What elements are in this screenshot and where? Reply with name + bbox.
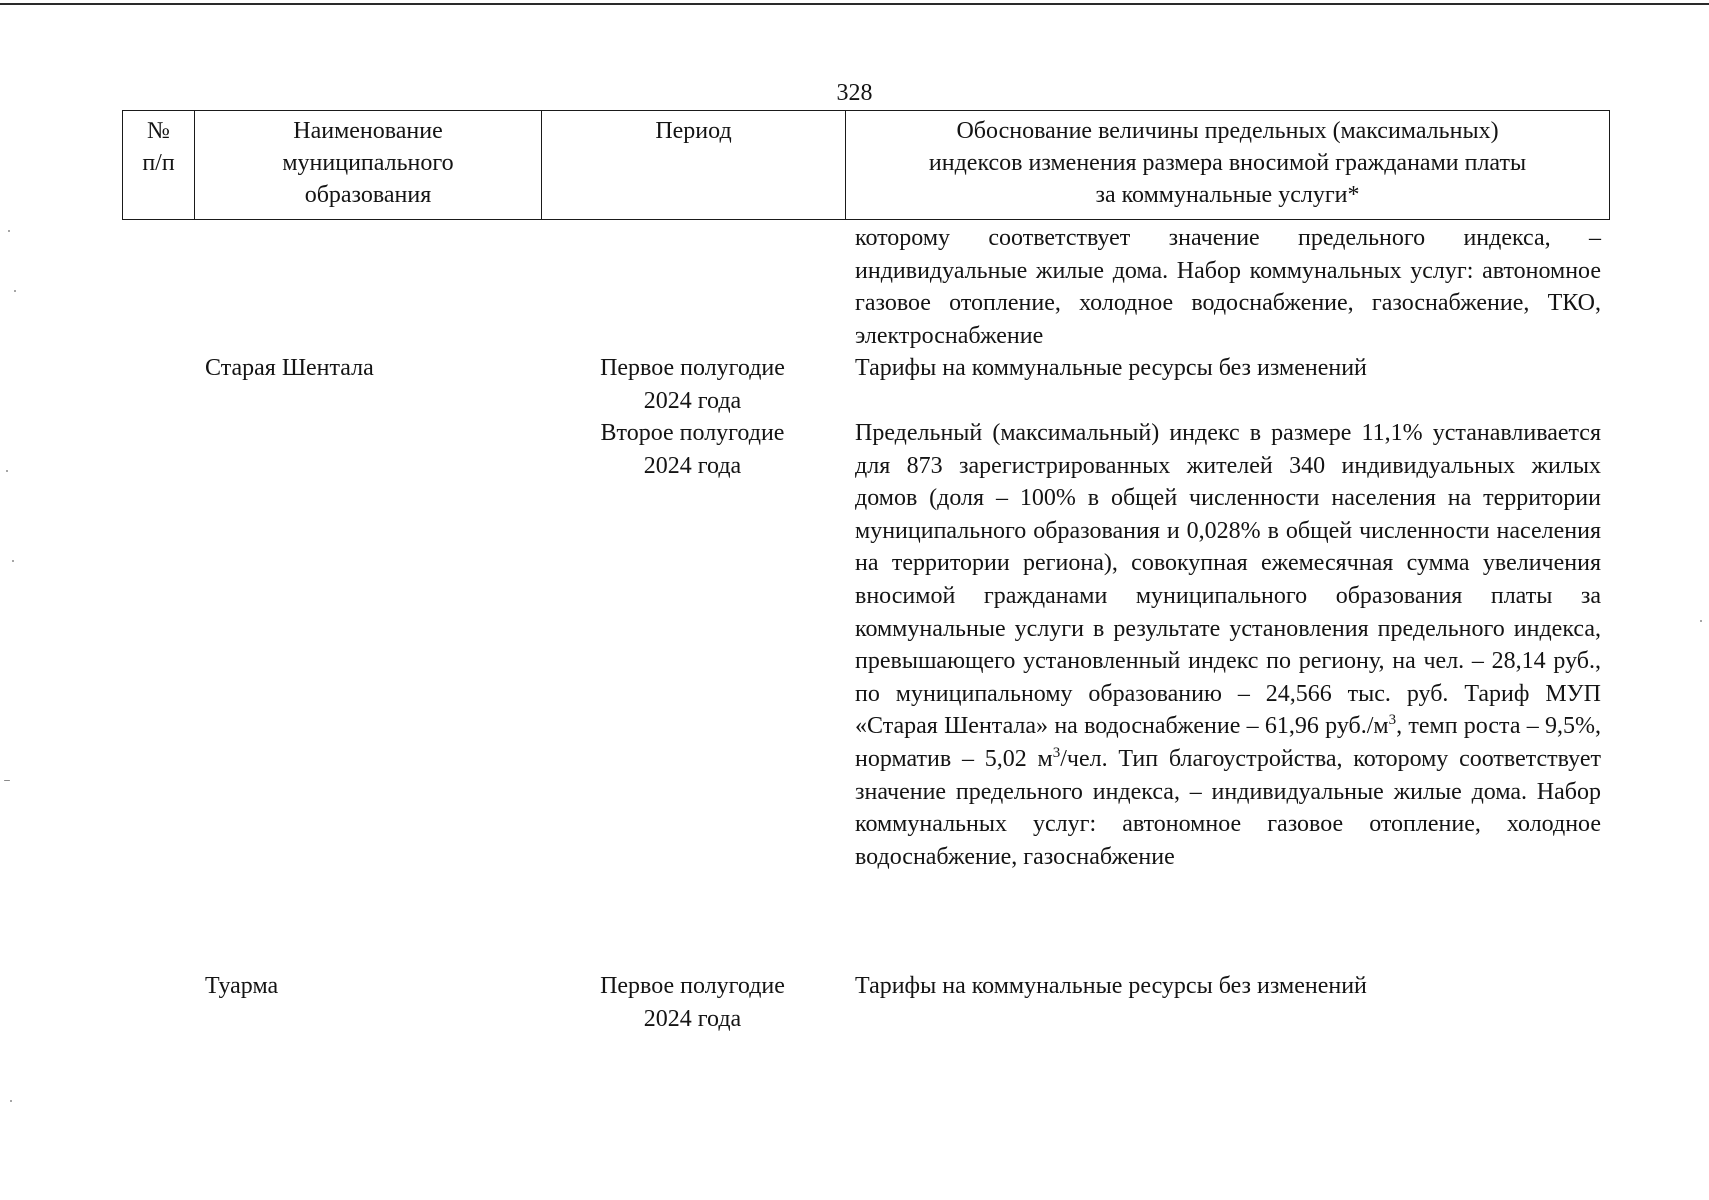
justification-text-part-1: Предельный (максимальный) индекс в размере 11,1% устанавливается для 873 зарегистрированных жителей 340 индивидуальных жилых домов (доля – 100% в общей численности населения на территории муниципального образования и 0,028% в общей численности населения на территории региона), совокупная ежемесячная сумма увеличения вносимой гражданами муниципального образования платы за коммунальные услуги в результате установления предельного индекса, превышающего установленный индекс по региону, на чел. – 28,14 руб., по муниципальному образованию – 24,566 тыс. руб. Тариф МУП «Старая Шентала» на водоснабжение – 61,96 руб./м xyxy=(855,420,1601,740)
header-municipality-line-1: Наименование xyxy=(293,118,443,144)
period-line-1: Первое полугодие xyxy=(600,973,785,999)
table-header xyxy=(122,110,1610,220)
header-justification-cell xyxy=(846,111,1609,219)
period-line-2: 2024 года xyxy=(643,1005,742,1032)
period-line-2: 2024 года xyxy=(643,387,742,414)
municipality-name-tuarma: Туарма xyxy=(205,973,279,999)
scan-speck xyxy=(8,230,10,232)
justification-text-part-3: /чел. Тип благоустройства, которому соответствует значение предельного индекса, – индивидуальные жилые дома. Набор коммунальных услуг: автономное газовое отопление, холодное водоснабжение, газоснабжение xyxy=(855,745,1602,870)
header-municipality-line-3: образования xyxy=(304,182,432,208)
header-number-cell xyxy=(123,111,195,219)
justification-first-half-staraya-shentala: Тарифы на коммунальные ресурсы без изменений xyxy=(855,355,1367,381)
scan-speck xyxy=(4,780,10,781)
period-first-half-staraya-shentala xyxy=(560,352,825,417)
superscript-cubic-1: 3 xyxy=(1388,712,1397,729)
superscript-cubic-2: 3 xyxy=(1052,744,1061,761)
header-justification-line-2: индексов изменения размера вносимой гражданами платы xyxy=(928,150,1527,176)
justification-text-part-2: , темп роста – 9,5%, норматив – 5,02 м xyxy=(855,713,1602,772)
period-line-1: Второе полугодие xyxy=(600,420,785,446)
scan-speck xyxy=(12,560,14,562)
header-period-line-1: Период xyxy=(655,118,732,144)
page-number: 328 xyxy=(836,80,873,106)
justification-second-half-staraya-shentala xyxy=(855,417,1601,873)
scan-speck xyxy=(6,470,8,472)
period-first-half-tuarma xyxy=(560,970,825,1035)
municipality-name-staraya-shentala: Старая Шентала xyxy=(205,355,374,381)
header-justification-line-3: за коммунальные услуги* xyxy=(1095,182,1360,208)
scan-speck xyxy=(14,290,16,292)
scan-speck xyxy=(10,1100,12,1102)
header-municipality-line-2: муниципального xyxy=(282,150,454,176)
period-line-1: Первое полугодие xyxy=(600,355,785,381)
header-period-cell xyxy=(542,111,846,219)
period-line-2: 2024 года xyxy=(643,452,742,479)
scan-speck xyxy=(1700,620,1702,622)
header-number-line-2: п/п xyxy=(142,150,175,176)
header-justification-line-1: Обоснование величины предельных (максимальных) xyxy=(956,118,1499,144)
header-municipality-cell xyxy=(195,111,542,219)
header-number-line-1: № xyxy=(147,118,170,144)
period-second-half-staraya-shentala xyxy=(560,417,825,482)
justification-first-half-tuarma: Тарифы на коммунальные ресурсы без изменений xyxy=(855,973,1367,999)
continuation-justification-text: которому соответствует значение предельного индекса, – индивидуальные жилые дома. Набор коммунальных услуг: автономное газовое отопление, холодное водоснабжение, газоснабжение, ТКО, электроснабжение xyxy=(855,225,1601,349)
page-top-edge xyxy=(0,3,1709,5)
